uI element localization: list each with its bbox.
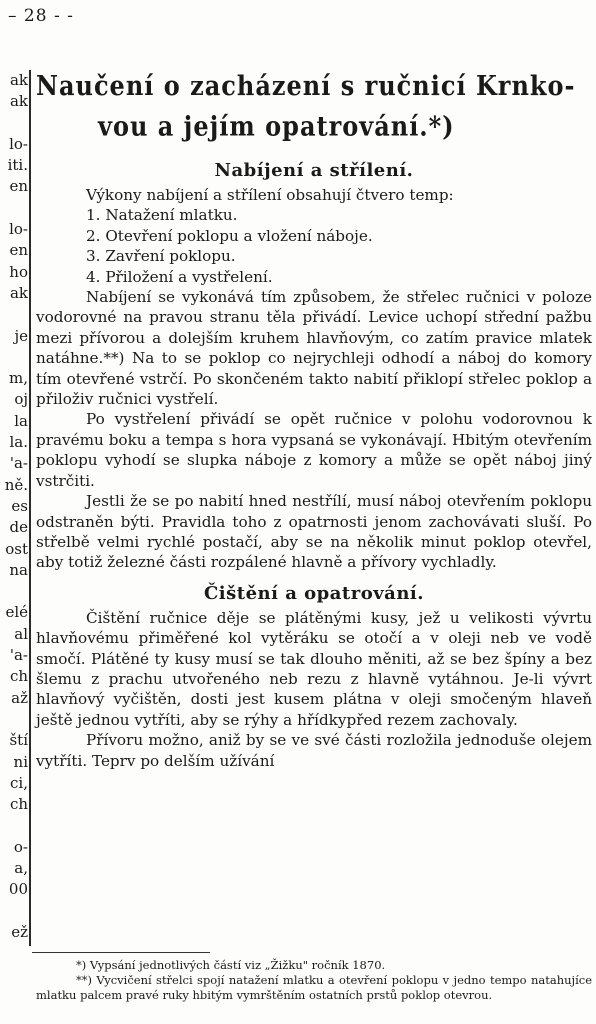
column-rule [29, 70, 31, 946]
list-item: 1. Natažení mlatku. [86, 206, 238, 225]
paragraph: Přívoru možno, aniž by se ve své části rozložila jednoduše olejem vytříti. Teprv po delším užívání [36, 731, 592, 770]
paragraph: Jestli že se po nabití hned nestřílí, musí náboj otevřením poklopu odstraněn býti. Pravidla toho z opatrnosti jenom zachovávati sluší. Po střelbě velmi rychlé postačí, aby se na několik minut poklop otevřel, aby totiž železné části rozpálené hlavně a přívory vychladly. [36, 492, 592, 572]
adjacent-column-fragments [0, 70, 28, 943]
column-fragment [0, 709, 28, 730]
column-fragment: ho [9, 262, 28, 281]
column-fragment: o- [13, 837, 28, 856]
page-number: – 28 - - [8, 6, 74, 26]
intro-paragraph: Výkony nabíjení a střílení obsahují čtvero temp: [86, 186, 454, 204]
article [36, 66, 592, 771]
section-heading-cleaning: Čištění a opatrování. [203, 582, 425, 604]
column-fragment: ští [9, 731, 28, 750]
column-fragment: es [11, 496, 28, 515]
list-item: 3. Zavření poklopu. [86, 247, 236, 266]
column-fragment: lo- [9, 220, 28, 239]
column-fragment: na [9, 560, 28, 579]
column-fragment: la. [9, 433, 28, 452]
column-fragment [0, 815, 28, 836]
column-fragment: ci, [10, 773, 28, 792]
paragraph: Čištění ručnice děje se plátěnými kusy, jež u velikosti vývrtu hlavňovému přiměřené kol vytěráku se otočí a v oleji neb ve vodě smočí. Plátěné ty kusy musí se tak dlouho měniti, až se bez špíny a bez šlemu z prachu utvořeného neb rezu z hlavně vytáhnou. Je-li vývrt hlavňový vyčištěn, dosti jest kusem plátna v oleji smočeným hlaveň ještě jednou vytříti, aby se rýhy a hřídkypřed rezem zachovaly. [36, 608, 592, 729]
article-title [36, 66, 592, 147]
section-heading-loading: Nabíjení a střílení. [214, 160, 414, 181]
column-fragment: ež [11, 922, 28, 941]
column-fragment: 'a- [9, 454, 28, 473]
column-fragment [0, 113, 28, 134]
footnote-rule [32, 952, 210, 953]
column-fragment [0, 581, 28, 602]
column-fragment: 'a- [9, 646, 28, 665]
column-fragment [0, 198, 28, 219]
paragraph: Nabíjení se vykonává tím způsobem, že střelec ručnici v poloze vodorovné na pravou stranu těla přivádí. Levice uchopí střední pažbu mezi přívorou a dolejším kruhem hlavňovým, co zatím pravice mlatek natáhne.**) Na to se poklop co nejrychleji odhodí a náboj do komory tím otevřené vstrčí. Po skončeném takto nabití přiklopí střelec poklop a přiloživ ručnici vystřelí. [36, 288, 592, 409]
column-fragment: oj [14, 390, 28, 409]
column-fragment: až [11, 688, 28, 707]
column-fragment: ak [9, 92, 28, 111]
footnotes [36, 958, 592, 1003]
tempo-list [36, 205, 592, 287]
column-fragment: 00 [8, 880, 28, 899]
column-fragment: ni [13, 752, 28, 771]
column-fragment: ch [9, 795, 28, 814]
column-fragment: elé [5, 603, 28, 622]
title-line-2: vou a jejím opatrování.*) [98, 109, 455, 143]
column-fragment [0, 304, 28, 325]
column-fragment: lo- [9, 134, 28, 153]
column-fragment: iti. [7, 156, 28, 175]
footnote: **) Vycvičení střelci spojí natažení mlatku a otevření poklopu v jedno tempo natahujíce mlatku palcem pravé ruky hbitým vymrštěním ostatních prstů poklop otevrou. [36, 973, 592, 1002]
column-fragment: ak [9, 283, 28, 302]
footnote: *) Vypsání jednotlivých částí viz „Žižku" ročník 1870. [76, 958, 386, 972]
list-item: 4. Přiložení a vystřelení. [86, 267, 273, 286]
column-fragment: al [14, 624, 28, 643]
column-fragment [0, 901, 28, 922]
column-fragment: ně. [4, 475, 28, 494]
column-fragment: de [9, 518, 28, 537]
column-fragment: ost [5, 539, 28, 558]
title-line-1: Naučení o zacházení s ručnicí Krnko- [36, 69, 576, 102]
column-fragment: je [14, 326, 28, 345]
column-fragment [0, 347, 28, 368]
column-fragment: ch [9, 667, 28, 686]
column-fragment: en [9, 241, 28, 260]
column-fragment: a, [14, 858, 28, 877]
column-fragment: m, [9, 369, 28, 388]
paragraph: Po vystřelení přivádí se opět ručnice v polohu vodorovnou k pravému boku a tempa s hora vypsaná se vykonávají. Hbitým otevřením poklopu vyhodí se slupka náboje z komory a může se opět náboj jiný vstrčiti. [36, 410, 592, 490]
list-item: 2. Otevření poklopu a vložení náboje. [86, 226, 373, 245]
column-fragment: ak [9, 71, 28, 89]
column-fragment: en [9, 177, 28, 196]
column-fragment: la [14, 411, 28, 430]
